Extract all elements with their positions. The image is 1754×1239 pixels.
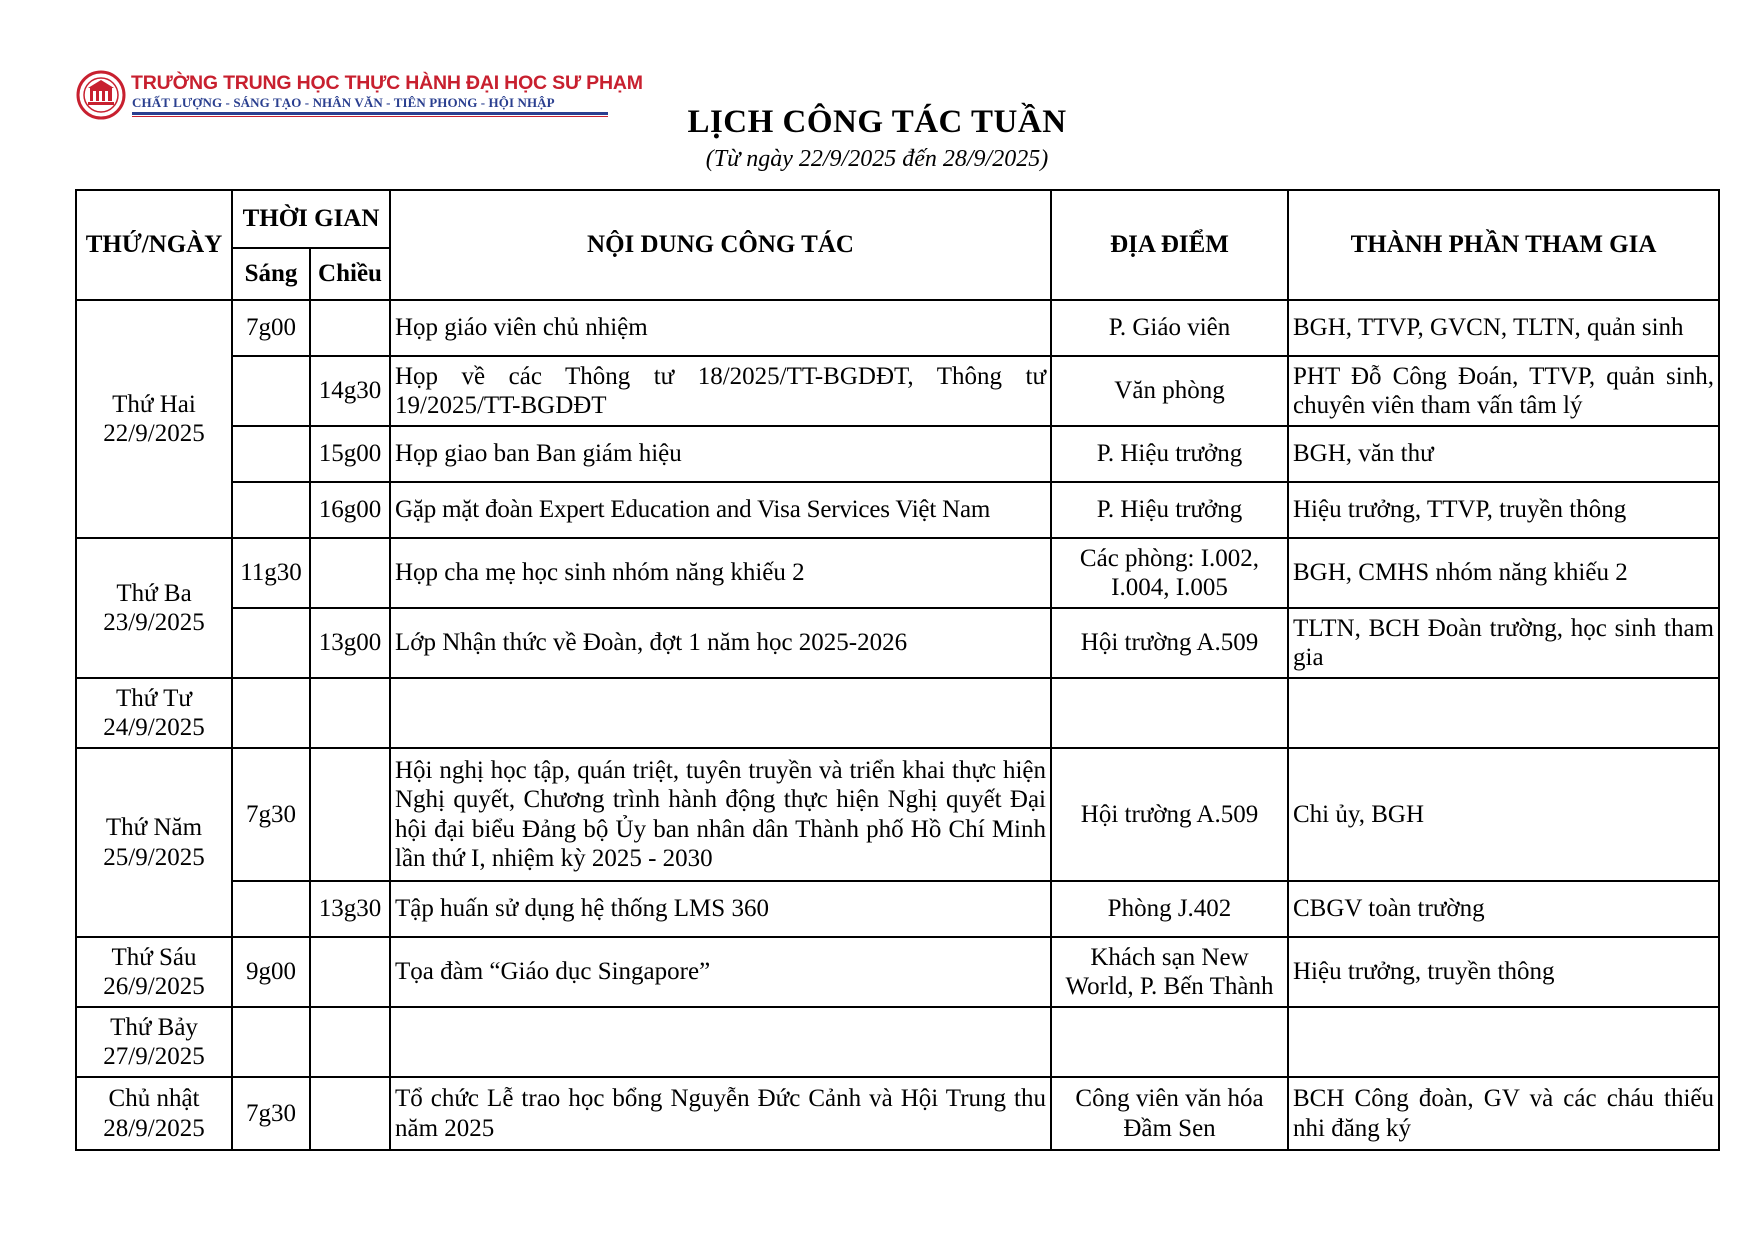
header-afternoon: Chiều xyxy=(310,248,390,300)
day-cell xyxy=(76,937,232,1007)
participants-cell xyxy=(1288,678,1719,748)
participants-cell: BGH, TTVP, GVCN, TLTN, quản sinh xyxy=(1288,300,1719,356)
page-subtitle: (Từ ngày 22/9/2025 đến 28/9/2025) xyxy=(705,146,1049,172)
header-location: ĐỊA ĐIỂM xyxy=(1051,190,1288,300)
table-row xyxy=(76,538,1719,608)
day-date: 28/9/2025 xyxy=(103,1114,205,1142)
day-date: 27/9/2025 xyxy=(103,1043,205,1070)
day-cell xyxy=(76,1077,232,1150)
day-date: 23/9/2025 xyxy=(103,609,205,636)
afternoon-time xyxy=(310,748,390,881)
content-cell: Tập huấn sử dụng hệ thống LMS 360 xyxy=(390,881,1051,937)
participants-cell: BGH, CMHS nhóm năng khiếu 2 xyxy=(1288,538,1719,608)
location-cell: P. Giáo viên xyxy=(1051,300,1288,356)
participants-cell: TLTN, BCH Đoàn trường, học sinh tham gia xyxy=(1288,608,1719,678)
day-cell xyxy=(76,748,232,937)
table-row xyxy=(76,356,1719,426)
morning-time xyxy=(232,881,310,937)
location-cell xyxy=(1051,1007,1288,1077)
content-cell xyxy=(390,1007,1051,1077)
day-cell xyxy=(76,678,232,748)
location-cell: Các phòng: I.002, I.004, I.005 xyxy=(1051,538,1288,608)
table-row xyxy=(76,426,1719,482)
day-name: Thứ Tư xyxy=(116,684,192,712)
afternoon-time xyxy=(310,678,390,748)
morning-time xyxy=(232,356,310,426)
content-cell: Họp giáo viên chủ nhiệm xyxy=(390,300,1051,356)
header-time: THỜI GIAN xyxy=(232,190,390,248)
afternoon-time xyxy=(310,1007,390,1077)
participants-cell: BCH Công đoàn, GV và các cháu thiếu nhi đăng ký xyxy=(1288,1077,1719,1150)
morning-time: 7g30 xyxy=(232,1077,310,1150)
day-name: Thứ Sáu xyxy=(111,943,197,971)
day-name: Chủ nhật xyxy=(108,1085,200,1112)
page-title: LỊCH CÔNG TÁC TUẦN xyxy=(687,104,1067,140)
header-participants: THÀNH PHẦN THAM GIA xyxy=(1288,190,1719,300)
morning-time: 9g00 xyxy=(232,937,310,1007)
table-row xyxy=(76,300,1719,356)
school-name: TRƯỜNG TRUNG HỌC THỰC HÀNH ĐẠI HỌC SƯ PHẠM xyxy=(131,72,643,94)
content-cell: Họp về các Thông tư 18/2025/TT-BGDĐT, Thông tư 19/2025/TT-BGDĐT xyxy=(390,356,1051,426)
table-row xyxy=(76,937,1719,1007)
day-name: Thứ Bảy xyxy=(110,1013,198,1041)
morning-time: 7g00 xyxy=(232,300,310,356)
day-date: 26/9/2025 xyxy=(103,973,205,1000)
content-cell: Lớp Nhận thức về Đoàn, đợt 1 năm học 2025-2026 xyxy=(390,608,1051,678)
table-row xyxy=(76,678,1719,748)
morning-time xyxy=(232,1007,310,1077)
table-row xyxy=(76,748,1719,881)
day-name: Thứ Hai xyxy=(112,390,196,418)
location-cell: Hội trường A.509 xyxy=(1051,608,1288,678)
day-name: Thứ Ba xyxy=(116,579,192,607)
participants-cell: CBGV toàn trường xyxy=(1288,881,1719,937)
day-cell xyxy=(76,300,232,538)
location-cell: Hội trường A.509 xyxy=(1051,748,1288,881)
day-date: 25/9/2025 xyxy=(103,843,205,871)
content-cell: Tổ chức Lễ trao học bổng Nguyễn Đức Cảnh và Hội Trung thu năm 2025 xyxy=(390,1077,1051,1150)
content-cell xyxy=(390,678,1051,748)
participants-cell: Hiệu trưởng, truyền thông xyxy=(1288,937,1719,1007)
header-content: NỘI DUNG CÔNG TÁC xyxy=(390,190,1051,300)
content-cell: Tọa đàm “Giáo dục Singapore” xyxy=(390,937,1051,1007)
school-motto: CHẤT LƯỢNG - SÁNG TẠO - NHÂN VĂN - TIÊN PHONG - HỘI NHẬP xyxy=(132,95,555,110)
location-cell: Công viên văn hóa Đầm Sen xyxy=(1051,1077,1288,1150)
morning-time xyxy=(232,678,310,748)
header-morning: Sáng xyxy=(232,248,310,300)
day-cell xyxy=(76,1007,232,1077)
content-cell: Hội nghị học tập, quán triệt, tuyên truyền và triển khai thực hiện Nghị quyết, Chương trình hành động thực hiện Nghị quyết Đại hội đại biểu Đảng bộ Ủy ban nhân dân Thành phố Hồ Chí Minh lần thứ I, nhiệm kỳ 2025 - 2030 xyxy=(390,748,1051,881)
participants-cell: PHT Đỗ Công Đoán, TTVP, quản sinh, chuyên viên tham vấn tâm lý xyxy=(1288,356,1719,426)
day-date: 24/9/2025 xyxy=(103,714,205,741)
afternoon-time: 13g00 xyxy=(310,608,390,678)
participants-cell: Hiệu trưởng, TTVP, truyền thông xyxy=(1288,482,1719,538)
table-row xyxy=(76,482,1719,538)
participants-cell: BGH, văn thư xyxy=(1288,426,1719,482)
header-row xyxy=(76,190,1719,248)
table-row xyxy=(76,881,1719,937)
morning-time: 7g30 xyxy=(232,748,310,881)
morning-time xyxy=(232,426,310,482)
afternoon-time: 15g00 xyxy=(310,426,390,482)
content-cell: Họp giao ban Ban giám hiệu xyxy=(390,426,1051,482)
content-cell: Gặp mặt đoàn Expert Education and Visa Services Việt Nam xyxy=(390,482,1051,538)
participants-cell: Chi ủy, BGH xyxy=(1288,748,1719,881)
morning-time xyxy=(232,482,310,538)
participants-cell xyxy=(1288,1007,1719,1077)
day-cell xyxy=(76,538,232,678)
location-cell: P. Hiệu trưởng xyxy=(1051,426,1288,482)
day-name: Thứ Năm xyxy=(105,814,203,841)
afternoon-time: 16g00 xyxy=(310,482,390,538)
afternoon-time xyxy=(310,937,390,1007)
content-cell: Họp cha mẹ học sinh nhóm năng khiếu 2 xyxy=(390,538,1051,608)
location-cell: P. Hiệu trưởng xyxy=(1051,482,1288,538)
weekly-schedule-table xyxy=(75,189,1720,1151)
location-cell: Văn phòng xyxy=(1051,356,1288,426)
table-row xyxy=(76,608,1719,678)
table-row xyxy=(76,1077,1719,1150)
morning-time xyxy=(232,608,310,678)
afternoon-time xyxy=(310,1077,390,1150)
afternoon-time xyxy=(310,300,390,356)
afternoon-time: 14g30 xyxy=(310,356,390,426)
day-date: 22/9/2025 xyxy=(103,420,205,447)
location-cell: Khách sạn New World, P. Bến Thành xyxy=(1051,937,1288,1007)
morning-time: 11g30 xyxy=(232,538,310,608)
afternoon-time: 13g30 xyxy=(310,881,390,937)
table-row xyxy=(76,1007,1719,1077)
location-cell xyxy=(1051,678,1288,748)
header-day: THỨ/NGÀY xyxy=(76,190,232,300)
location-cell: Phòng J.402 xyxy=(1051,881,1288,937)
afternoon-time xyxy=(310,538,390,608)
